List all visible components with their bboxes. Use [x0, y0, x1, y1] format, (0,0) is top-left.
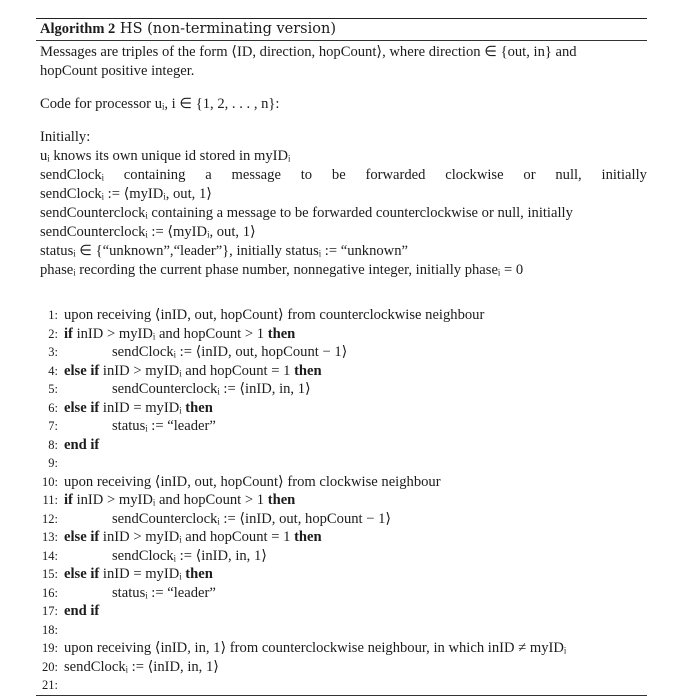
bottom-rule [36, 695, 647, 696]
statement-text: upon receiving ⟨inID, out, hopCount⟩ from clockwise neighbour [64, 473, 441, 490]
init-line-2-word: forwarded [365, 167, 426, 183]
line-number: 3: [48, 345, 58, 359]
statement-text: inID > myIDᵢ and hopCount > 1 [76, 492, 265, 508]
line-number: 10: [42, 474, 58, 489]
code-line [40, 584, 647, 603]
keyword-then: then [185, 399, 213, 416]
line-number: 21: [42, 678, 58, 692]
initially-label: Initially: [40, 129, 91, 145]
line-number: 17: [42, 604, 58, 618]
code-statement [64, 659, 219, 675]
keyword: else if [64, 566, 100, 582]
line-number: 13: [42, 530, 58, 544]
statement-text: sendCounterclockᵢ := ⟨inID, out, hopCount − 1⟩ [112, 510, 392, 527]
init-line-2-word: containing [123, 167, 186, 183]
code-line [40, 380, 647, 399]
code-statement [64, 363, 322, 379]
code-statement [64, 307, 484, 323]
line-number: 4: [48, 363, 58, 378]
line-number: 14: [42, 548, 58, 563]
init-line-2-word: to [300, 167, 313, 183]
statement-text: inID > myIDᵢ and hopCount > 1 [76, 325, 265, 342]
line-number: 16: [42, 585, 58, 600]
keyword: end if [64, 436, 100, 453]
statement-text: statusᵢ := “leader” [112, 418, 216, 434]
algorithm-box [36, 18, 647, 696]
line-number: 11: [42, 493, 58, 507]
init-line-6: statusᵢ ∈ {“unknown”,“leader”}, initially statusᵢ := “unknown” [40, 243, 409, 259]
statement-text: sendCounterclockᵢ := ⟨inID, in, 1⟩ [112, 381, 311, 397]
line-number: 7: [48, 419, 58, 433]
keyword: else if [64, 529, 100, 545]
code-line [40, 565, 647, 584]
algorithm-body [36, 41, 647, 695]
keyword: else if [64, 362, 100, 379]
code-listing [40, 306, 647, 695]
statement-text: statusᵢ := “leader” [112, 584, 216, 601]
init-line-5: sendCounterclockᵢ := ⟨myIDᵢ, out, 1⟩ [40, 224, 256, 240]
code-statement [64, 548, 267, 564]
code-line [40, 306, 647, 325]
code-line [40, 325, 647, 344]
code-line [40, 547, 647, 566]
code-line [40, 473, 647, 492]
statement-text: inID > myIDᵢ and hopCount = 1 [102, 362, 291, 379]
line-number: 18: [42, 622, 58, 637]
code-line [40, 676, 647, 695]
code-line [40, 399, 647, 418]
keyword-then: then [294, 362, 322, 379]
code-line [40, 417, 647, 436]
keyword-then: then [294, 529, 322, 545]
code-line [40, 362, 647, 381]
code-line [40, 510, 647, 529]
keyword: else if [64, 399, 100, 416]
code-statement [64, 511, 391, 527]
keyword: if [64, 492, 73, 508]
algorithm-title: HS (non-terminating version) [119, 21, 336, 37]
code-statement [64, 381, 311, 397]
statement-text: sendClockᵢ := ⟨inID, in, 1⟩ [64, 658, 219, 675]
statement-text: inID = myIDᵢ [102, 566, 182, 582]
line-number: 2: [48, 326, 58, 341]
line-number: 8: [48, 437, 58, 452]
statement-text: inID = myIDᵢ [102, 399, 182, 416]
code-statement [64, 474, 441, 490]
init-line-2-word: initially [601, 167, 647, 183]
algorithm-number: Algorithm 2 [40, 21, 116, 37]
keyword-then: then [185, 566, 213, 582]
algorithm-caption [36, 19, 647, 41]
init-line-2-word: a [205, 167, 212, 183]
line-number: 5: [48, 382, 58, 396]
code-statement [64, 585, 216, 601]
code-statement [64, 344, 347, 360]
init-line-4: sendCounterclockᵢ containing a message to be forwarded counterclockwise or null, initially [40, 205, 573, 221]
statement-text: inID > myIDᵢ and hopCount = 1 [102, 529, 291, 545]
init-line-3: sendClockᵢ := ⟨myIDᵢ, out, 1⟩ [40, 186, 212, 202]
statement-text: sendClockᵢ := ⟨inID, out, hopCount − 1⟩ [112, 344, 348, 360]
keyword: end if [64, 603, 100, 619]
line-number: 12: [42, 511, 58, 526]
code-line [40, 343, 647, 362]
description-line-2: hopCount positive integer. [40, 63, 195, 79]
code-line [40, 621, 647, 640]
statement-text: upon receiving ⟨inID, in, 1⟩ from counterclockwise neighbour, in which inID ≠ myIDᵢ [64, 640, 567, 656]
statement-text: upon receiving ⟨inID, out, hopCount⟩ from counterclockwise neighbour [64, 307, 485, 323]
code-line [40, 491, 647, 510]
line-number: 20: [42, 659, 58, 674]
code-statement [64, 566, 213, 582]
line-number: 15: [42, 567, 58, 581]
code-line [40, 602, 647, 621]
code-statement [64, 418, 216, 434]
init-line-2-word: sendClockᵢ [40, 167, 104, 183]
init-line-1: uᵢ knows its own unique id stored in myIDᵢ [40, 148, 291, 164]
line-number: 19: [42, 641, 58, 655]
line-number: 9: [48, 456, 58, 470]
description-line-1: Messages are triples of the form ⟨ID, direction, hopCount⟩, where direction ∈ {out, in} and [40, 44, 577, 60]
code-statement [64, 400, 213, 416]
init-line-2-word: message [231, 167, 281, 183]
code-line [40, 454, 647, 473]
line-number: 1: [48, 308, 58, 322]
init-line-2-word: null, [555, 167, 582, 183]
keyword: if [64, 325, 73, 342]
statement-text: sendClockᵢ := ⟨inID, in, 1⟩ [112, 547, 267, 564]
init-line-2-word: clockwise [445, 167, 504, 183]
init-line-2-word: or [523, 167, 536, 183]
init-line-2-word: be [331, 167, 346, 183]
keyword-then: then [267, 325, 296, 342]
line-number: 6: [48, 400, 58, 415]
code-statement [64, 640, 566, 656]
code-line [40, 639, 647, 658]
code-for-heading: Code for processor uᵢ, i ∈ {1, 2, . . . , n}: [40, 96, 280, 112]
code-statement [64, 492, 295, 508]
init-line-7: phaseᵢ recording the current phase number, nonnegative integer, initially phaseᵢ = 0 [40, 262, 524, 278]
code-statement [64, 529, 322, 545]
code-statement [64, 437, 99, 453]
init-line-2 [40, 166, 647, 185]
keyword-then: then [267, 492, 296, 508]
code-line [40, 658, 647, 677]
code-statement [64, 603, 99, 619]
code-statement [64, 326, 295, 342]
code-line [40, 436, 647, 455]
code-line [40, 528, 647, 547]
